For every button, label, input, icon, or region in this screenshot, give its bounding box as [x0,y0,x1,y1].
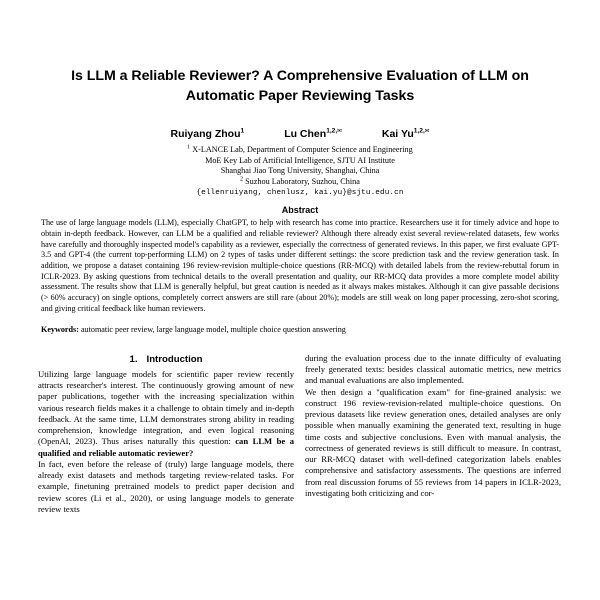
keywords-line [38,325,562,336]
envelope-icon: ✉ [424,128,430,135]
author-affiliation-marker: 1,2, [326,127,338,135]
column-left [38,353,294,515]
keywords-label: Keywords: [41,325,79,335]
paragraph-text: Utilizing large language models for scientific paper review recently attracts researcher's interest. The continuously growing amount of new paper publications, together with the increasing specialization within various research fields makes it a challenge to obtain timely and in-depth feedback. At the same time, LLM demonstrates strong ability in reading comprehension, knowledge integration, and even logical reasoning (OpenAI, 2023). Thus arises naturally this question: [38,368,294,447]
paragraph: We then design a "qualification exam" for fine-grained analysis: we construct 196 review-revision-related multiple-choice questions. On previous datasets like review generation ones, detailed analyses are only possible when manually examining the generated text, resulting in huge time costs and subjective conclusions. Even with manual analysis, the correctness of generated reviews is still difficult to measure. In contrast, our RR-MCQ dataset with well-defined categorization labels enables comprehensive and satisfactory assessments. The questions are inferred from real discussion forums of 55 reviews from 14 papers in ICLR-2023, investigating both criticizing and cor- [305,386,561,498]
author-affiliation-marker: 1,2, [413,127,425,135]
abstract-heading: Abstract [281,205,319,216]
author-list [38,128,562,141]
body-columns [38,353,562,515]
paragraph: during the evaluation process due to the innate difficulty of evaluating freely generated texts: besides classical automatic metrics, new metrics and manual evaluations are also implemented. [305,352,561,386]
envelope-icon: ✉ [337,128,342,135]
author-entry [284,128,342,141]
section-name: Introduction [146,353,203,365]
affiliation-line [38,156,562,167]
abstract-text: The use of large language models (LLM), especially ChatGPT, to help with research has come into practice. Researchers use it for timely advice and hope to obtain in-depth feedback. However, can LLM be a qualified and reliable reviewer? Although there already exist several review-related datasets, few works have carefully and thoroughly inspected model's capability as a reviewer, especially the correctness of generated reviews. In this paper, we first evaluate GPT-3.5 and GPT-4 (the current top-performing LLM) on 2 types of tasks under different settings: the score prediction task and the review generation task. In addition, we propose a dataset containing 196 review-revision multiple-choice questions (RR-MCQ) with detailed labels from the review-rebuttal forum in ICLR-2023. By asking questions from technical details to the overall presentation and quality, our RR-MCQ data provides a more complete model ability assessment. The results show that LLM is generally helpful, but great caution is needed as it always makes mistakes. Although it can give passable decisions (> 60% accuracy) on single options, completely correct answers are still rare (about 20%); models are still weak on long paper processing, zero-shot scoring, and giving critical feedback like human reviewers. [41,218,559,313]
section-heading-introduction [38,353,294,366]
column-right [305,353,561,515]
author-affiliation-marker: 1 [240,127,245,135]
affiliation-line [38,145,562,156]
section-number: 1. [129,353,138,365]
author-emails: {ellenruiyang, chenlusz, kai.yu}@sjtu.edu.cn [196,189,404,198]
affiliation-text: MoE Key Lab of Artificial Intelligence, SJTU AI Institute [205,155,395,165]
affiliation-line [38,177,562,188]
author-name: Ruiyang Zhou [170,128,241,140]
author-entry [171,128,245,141]
affiliation-text: Shanghai Jiao Tong University, Shanghai, China [220,166,380,176]
paragraph-emphasis: can LLM be a qualified and reliable automatic reviewer? [38,436,294,458]
page-title: Is LLM a Reliable Reviewer? A Comprehensive Evaluation of LLM on Automatic Paper Reviewing Tasks [71,68,529,104]
title-block [38,0,562,106]
author-name: Lu Chen [284,128,327,140]
author-name: Kai Yu [381,128,414,140]
affiliation-block [38,145,562,187]
affiliation-text: X-LANCE Lab, Department of Computer Science and Engineering [192,145,413,154]
keywords-text: automatic peer review, large language model, multiple choice question answering [80,325,346,335]
author-entry [382,128,430,141]
affiliation-marker: 2 [240,176,244,183]
affiliation-line [38,166,562,177]
paragraph: In fact, even before the release of (truly) large language models, there already exist datasets and methods targeting review-related tasks. For example, finetuning pretrained models to predict paper decision and review scores (Li et al., 2020), or using language models to generate review texts [38,458,294,514]
affiliation-marker: 1 [187,144,191,151]
affiliation-text: Suzhou Laboratory, Suzhou, China [245,176,360,186]
paragraph [38,369,294,459]
